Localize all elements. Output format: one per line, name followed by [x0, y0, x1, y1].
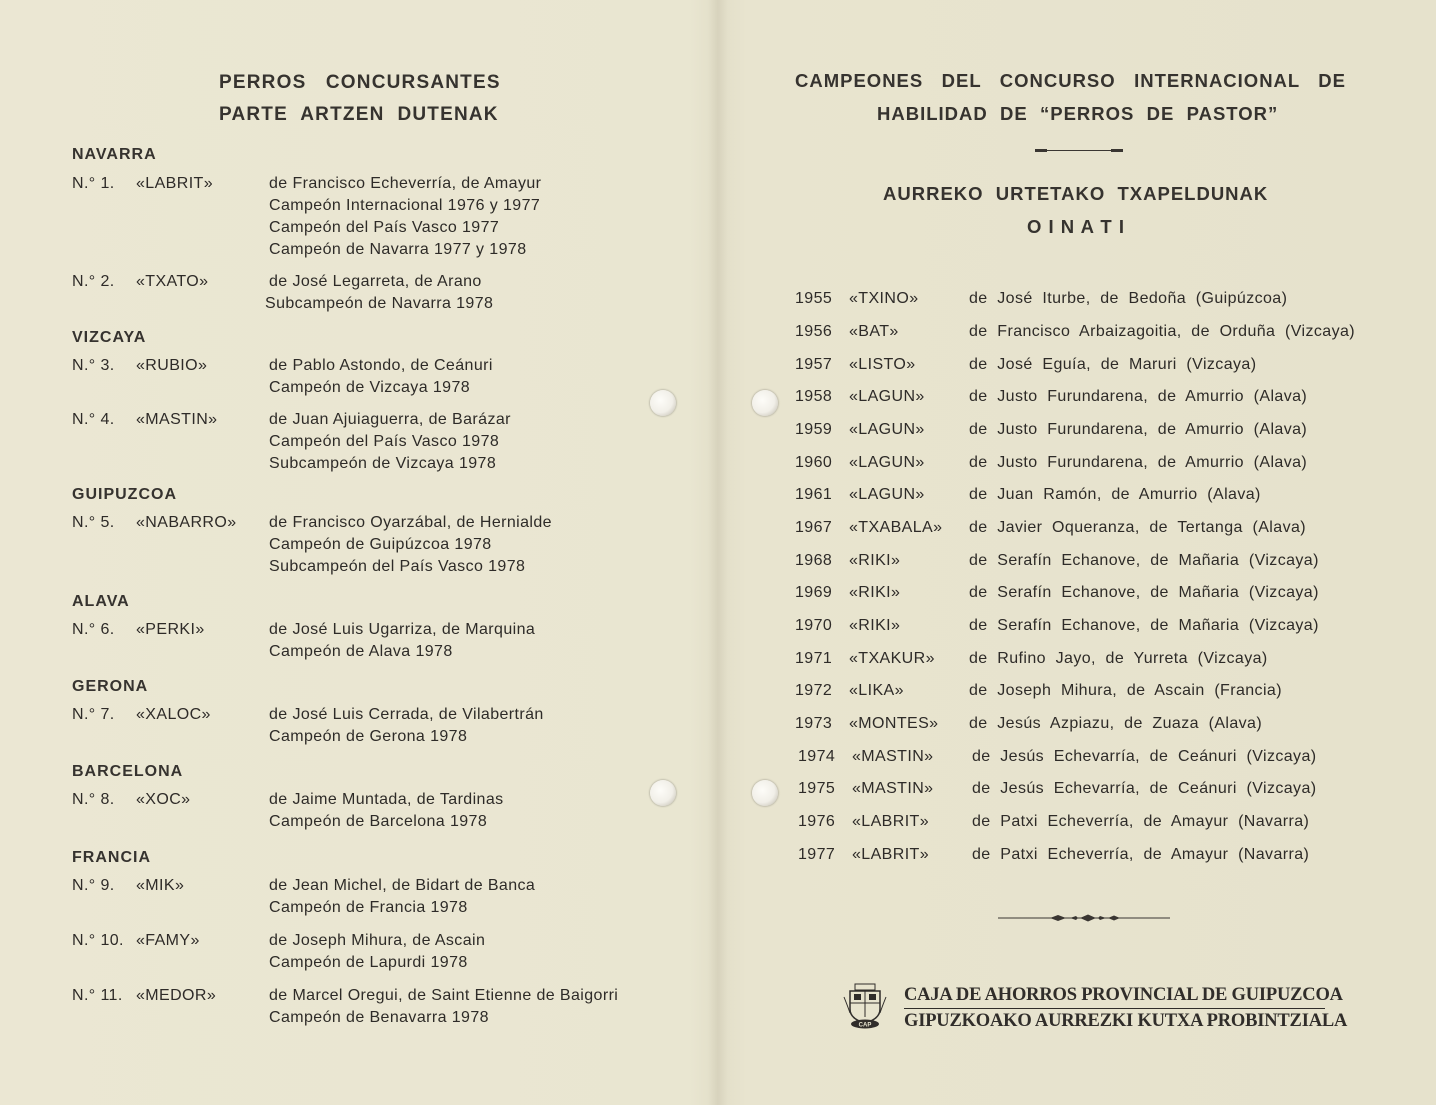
dog-name: «FAMY»	[136, 932, 200, 949]
champion-year: 1960	[795, 454, 833, 471]
champion-owner: de Jesús Echevarría, de Ceánuri (Vizcaya)	[972, 748, 1317, 765]
champion-dog: «LAGUN»	[849, 388, 925, 405]
section-heading: GERONA	[72, 678, 149, 695]
champion-dog: «LAGUN»	[849, 486, 925, 503]
detail-line: Campeón de Guipúzcoa 1978	[269, 536, 492, 553]
champion-year: 1974	[798, 748, 836, 765]
champion-dog: «MASTIN»	[852, 780, 934, 797]
section-heading: VIZCAYA	[72, 329, 147, 346]
detail-line: de Juan Ajuiaguerra, de Barázar	[269, 411, 511, 428]
champion-year: 1968	[795, 552, 833, 569]
detail-line: Subcampeón de Vizcaya 1978	[269, 455, 497, 472]
champion-year: 1976	[798, 813, 836, 830]
punch-hole	[650, 390, 676, 416]
champion-dog: «RIKI»	[849, 617, 901, 634]
contestant-details	[269, 875, 535, 919]
contestant-details	[269, 355, 493, 399]
detail-line: de Jaime Muntada, de Tardinas	[269, 791, 504, 808]
champion-owner: de José Iturbe, de Bedoña (Guipúzcoa)	[969, 290, 1288, 307]
detail-line: Campeón de Vizcaya 1978	[269, 379, 471, 396]
detail-line: de José Luis Ugarriza, de Marquina	[269, 621, 536, 638]
right-title-line2: HABILIDAD DE “PERROS DE PASTOR”	[877, 103, 1279, 124]
dog-name: «RUBIO»	[136, 357, 208, 374]
champion-owner: de Jesús Azpiazu, de Zuaza (Alava)	[969, 715, 1263, 732]
champion-owner: de Javier Oqueranza, de Tertanga (Alava)	[969, 519, 1306, 536]
detail-line: Campeón del País Vasco 1978	[269, 433, 500, 450]
champion-year: 1972	[795, 682, 833, 699]
detail-line: de José Luis Cerrada, de Vilabertrán	[269, 706, 544, 723]
dog-name: «TXATO»	[136, 273, 209, 290]
right-subtitle-line1: AURREKO URTETAKO TXAPELDUNAK	[883, 183, 1269, 204]
contestant-number: N.° 11.	[72, 987, 123, 1004]
champion-year: 1975	[798, 780, 836, 797]
section-heading: ALAVA	[72, 593, 130, 610]
dog-name: «MIK»	[136, 877, 185, 894]
bank-name-spanish: CAJA DE AHORROS PROVINCIAL DE GUIPUZCOA	[904, 985, 1343, 1005]
contestant-number: N.° 1.	[72, 175, 115, 192]
punch-hole	[752, 390, 778, 416]
champion-dog: «RIKI»	[849, 552, 901, 569]
ornament-divider	[998, 911, 1170, 925]
dog-name: «MEDOR»	[136, 987, 217, 1004]
champion-owner: de Joseph Mihura, de Ascain (Francia)	[969, 682, 1282, 699]
champion-year: 1971	[795, 650, 833, 667]
detail-line: Subcampeón del País Vasco 1978	[269, 558, 526, 575]
champion-year: 1961	[795, 486, 833, 503]
detail-line: Campeón de Barcelona 1978	[269, 813, 488, 830]
bank-crest-icon	[842, 983, 888, 1029]
champion-year: 1955	[795, 290, 833, 307]
left-title-line2: PARTE ARTZEN DUTENAK	[219, 104, 499, 125]
champion-owner: de Juan Ramón, de Amurrio (Alava)	[969, 486, 1261, 503]
contestant-number: N.° 7.	[72, 706, 115, 723]
punch-hole	[752, 780, 778, 806]
section-heading: NAVARRA	[72, 146, 157, 163]
champion-owner: de Serafín Echanove, de Mañaria (Vizcaya)	[969, 552, 1319, 569]
contestant-details	[269, 512, 552, 578]
title-divider	[1035, 147, 1123, 153]
champion-dog: «MONTES»	[849, 715, 939, 732]
champion-owner: de Patxi Echeverría, de Amayur (Navarra)	[972, 813, 1310, 830]
contestant-number: N.° 8.	[72, 791, 115, 808]
champion-dog: «LABRIT»	[852, 846, 930, 863]
champion-dog: «LAGUN»	[849, 421, 925, 438]
champion-dog: «LIKA»	[849, 682, 904, 699]
contestant-number: N.° 6.	[72, 621, 115, 638]
detail-line: de Pablo Astondo, de Ceánuri	[269, 357, 493, 374]
champion-year: 1967	[795, 519, 833, 536]
champion-dog: «TXAKUR»	[849, 650, 935, 667]
detail-line: de José Legarreta, de Arano	[269, 273, 482, 290]
detail-line: Campeón de Benavarra 1978	[269, 1009, 489, 1026]
detail-line: de Francisco Oyarzábal, de Hernialde	[269, 514, 552, 531]
detail-line: Campeón de Lapurdi 1978	[269, 954, 468, 971]
detail-line: de Francisco Echeverría, de Amayur	[269, 175, 542, 192]
contestant-number: N.° 9.	[72, 877, 115, 894]
champion-year: 1970	[795, 617, 833, 634]
dog-name: «XALOC»	[136, 706, 211, 723]
contestant-details	[269, 930, 485, 974]
section-heading: BARCELONA	[72, 763, 184, 780]
champion-dog: «LAGUN»	[849, 454, 925, 471]
champion-dog: «TXINO»	[849, 290, 919, 307]
champion-dog: «BAT»	[849, 323, 899, 340]
champion-owner: de Serafín Echanove, de Mañaria (Vizcaya)	[969, 584, 1319, 601]
contestant-number: N.° 2.	[72, 273, 115, 290]
svg-text:CAP: CAP	[858, 1022, 872, 1029]
champion-owner: de Rufino Jayo, de Yurreta (Vizcaya)	[969, 650, 1268, 667]
champion-owner: de José Eguía, de Maruri (Vizcaya)	[969, 356, 1257, 373]
champion-year: 1969	[795, 584, 833, 601]
detail-line: Campeón del País Vasco 1977	[269, 219, 500, 236]
detail-line: Campeón de Alava 1978	[269, 643, 453, 660]
champion-dog: «LABRIT»	[852, 813, 930, 830]
champion-owner: de Serafín Echanove, de Mañaria (Vizcaya)	[969, 617, 1319, 634]
champion-dog: «TXABALA»	[849, 519, 943, 536]
detail-line: Subcampeón de Navarra 1978	[265, 295, 494, 312]
dog-name: «LABRIT»	[136, 175, 214, 192]
contestant-details	[269, 409, 511, 475]
contestant-details	[269, 619, 535, 663]
contestant-details	[269, 789, 504, 833]
punch-hole	[650, 780, 676, 806]
champion-owner: de Justo Furundarena, de Amurrio (Alava)	[969, 454, 1308, 471]
contestant-details	[269, 173, 541, 261]
champion-year: 1958	[795, 388, 833, 405]
champion-owner: de Justo Furundarena, de Amurrio (Alava)	[969, 421, 1308, 438]
detail-line: de Marcel Oregui, de Saint Etienne de Baigorri	[269, 987, 619, 1004]
dog-name: «PERKI»	[136, 621, 205, 638]
champion-year: 1957	[795, 356, 833, 373]
champion-year: 1977	[798, 846, 836, 863]
detail-line: de Jean Michel, de Bidart de Banca	[269, 877, 536, 894]
champion-dog: «LISTO»	[849, 356, 916, 373]
dog-name: «NABARRO»	[136, 514, 237, 531]
detail-line: de Joseph Mihura, de Ascain	[269, 932, 486, 949]
dog-name: «XOC»	[136, 791, 191, 808]
center-fold	[708, 0, 728, 1105]
section-heading: FRANCIA	[72, 849, 151, 866]
champion-owner: de Francisco Arbaizagoitia, de Orduña (Vizcaya)	[969, 323, 1356, 340]
champion-owner: de Justo Furundarena, de Amurrio (Alava)	[969, 388, 1308, 405]
right-subtitle-line2: O I N A T I	[1027, 216, 1126, 237]
dog-name: «MASTIN»	[136, 411, 218, 428]
section-heading: GUIPUZCOA	[72, 486, 177, 503]
contestant-details	[269, 985, 618, 1029]
bank-name-rule	[904, 1008, 1325, 1009]
detail-line: Campeón de Navarra 1977 y 1978	[269, 241, 527, 258]
champion-owner: de Jesús Echevarría, de Ceánuri (Vizcaya)	[972, 780, 1317, 797]
champion-owner: de Patxi Echeverría, de Amayur (Navarra)	[972, 846, 1310, 863]
detail-line: Campeón Internacional 1976 y 1977	[269, 197, 541, 214]
contestant-details	[265, 271, 493, 315]
bank-name-basque: GIPUZKOAKO AURREZKI KUTXA PROBINTZIALA	[904, 1011, 1348, 1031]
detail-line: Campeón de Francia 1978	[269, 899, 468, 916]
champion-dog: «RIKI»	[849, 584, 901, 601]
champion-year: 1959	[795, 421, 833, 438]
contestant-number: N.° 3.	[72, 357, 115, 374]
contestant-details	[269, 704, 544, 748]
contestant-number: N.° 4.	[72, 411, 115, 428]
right-title-line1: CAMPEONES DEL CONCURSO INTERNACIONAL DE	[795, 70, 1346, 91]
detail-line: Campeón de Gerona 1978	[269, 728, 468, 745]
champion-dog: «MASTIN»	[852, 748, 934, 765]
left-title-line1: PERROS CONCURSANTES	[219, 72, 501, 93]
contestant-number: N.° 10.	[72, 932, 124, 949]
champion-year: 1973	[795, 715, 833, 732]
bank-footer	[842, 983, 1348, 1033]
champion-year: 1956	[795, 323, 833, 340]
contestant-number: N.° 5.	[72, 514, 115, 531]
